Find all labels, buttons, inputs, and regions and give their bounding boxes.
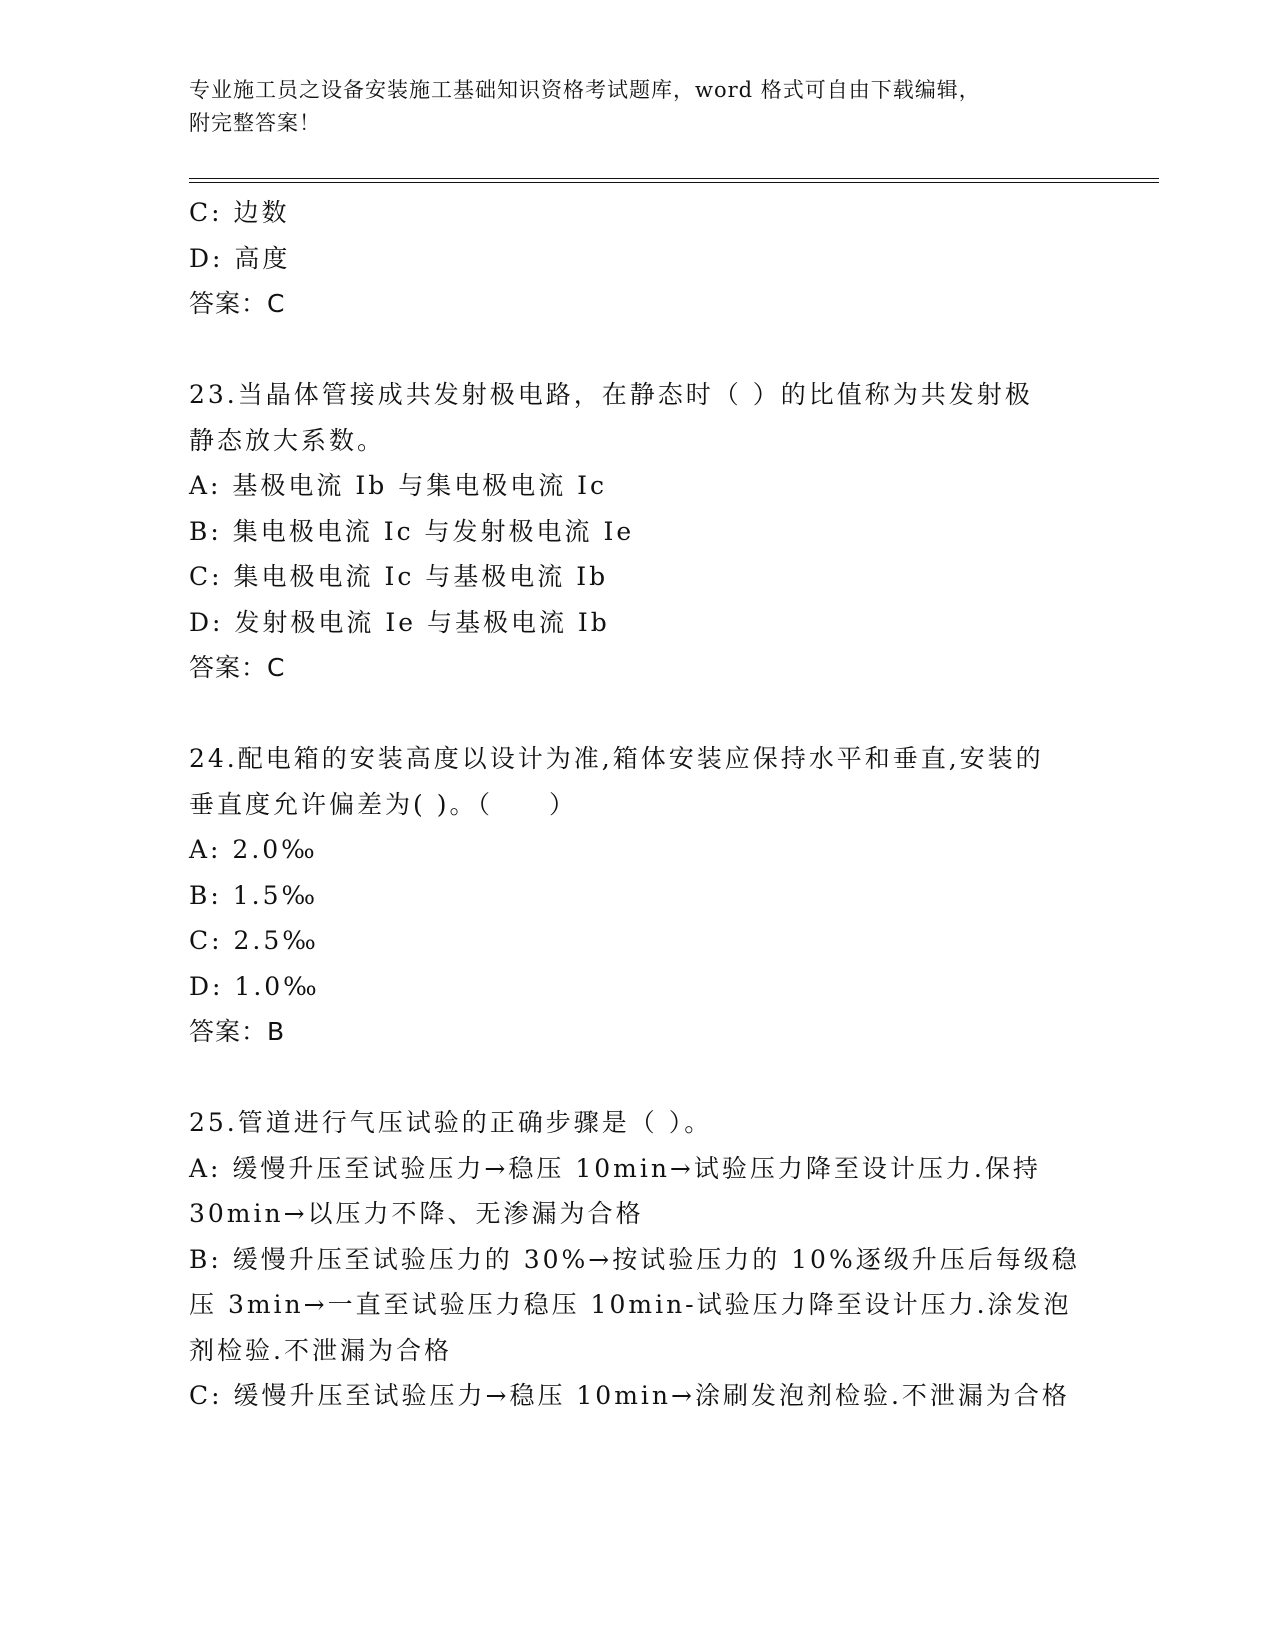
answer-line: 答案：B xyxy=(189,1017,286,1046)
question-stem-line: 24.配电箱的安装高度以设计为准,箱体安装应保持水平和垂直,安装的 xyxy=(189,744,1044,773)
option-c: C: 边数 xyxy=(189,198,290,227)
option-d: D: 发射极电流 Ie 与基极电流 Ib xyxy=(189,607,610,637)
question-block-25 xyxy=(189,1100,1089,1419)
question-list xyxy=(189,190,1089,1419)
question-stem-line: 25.管道进行气压试验的正确步骤是（ ）。 xyxy=(189,1108,713,1137)
spacer xyxy=(189,1055,1089,1101)
option-b: B: 集电极电流 Ic 与发射极电流 Ie xyxy=(189,516,635,546)
option-b: B: 1.5‰ xyxy=(189,880,319,910)
question-block-24 xyxy=(189,736,1089,1055)
option-c: C: 集电极电流 Ic 与基极电流 Ib xyxy=(189,562,609,591)
option-a: A: 2.0‰ xyxy=(189,835,318,864)
option-b-line: B: 缓慢升压至试验压力的 30%→按试验压力的 10%逐级升压后每级稳 xyxy=(189,1244,1080,1274)
option-b-line: 压 3min→一直至试验压力稳压 10min-试验压力降至设计压力.涂发泡 xyxy=(189,1290,1072,1319)
header-line-1: 专业施工员之设备安装施工基础知识资格考试题库，word 格式可自由下载编辑， xyxy=(189,78,981,102)
option-d: D: 高度 xyxy=(189,243,291,273)
option-a: A: 基极电流 Ib 与集电极电流 Ic xyxy=(189,471,608,500)
option-a-line: A: 缓慢升压至试验压力→稳压 10min→试验压力降至设计压力.保持 xyxy=(189,1153,1041,1183)
option-a-line: 30min→以压力不降、无渗漏为合格 xyxy=(189,1199,644,1228)
question-block-prev xyxy=(189,190,1089,327)
option-c: C: 2.5‰ xyxy=(189,926,319,955)
answer-line: 答案：C xyxy=(189,653,286,682)
spacer xyxy=(189,327,1089,373)
option-b-line: 剂检验.不泄漏为合格 xyxy=(189,1335,452,1365)
option-d: D: 1.0‰ xyxy=(189,971,320,1001)
header-divider xyxy=(189,178,1159,183)
answer-line: 答案：C xyxy=(189,289,286,318)
document-header xyxy=(189,74,1089,140)
header-line-2: 附完整答案！ xyxy=(189,111,321,135)
question-stem-line: 静态放大系数。 xyxy=(189,425,386,455)
question-stem-line: 23.当晶体管接成共发射极电路，在静态时（ ）的比值称为共发射极 xyxy=(189,380,1033,409)
option-c-line: C: 缓慢升压至试验压力→稳压 10min→涂刷发泡剂检验.不泄漏为合格 xyxy=(189,1381,1070,1410)
question-block-23 xyxy=(189,372,1089,691)
question-stem-line: 垂直度允许偏差为( )。（ ） xyxy=(189,789,577,819)
spacer xyxy=(189,691,1089,737)
